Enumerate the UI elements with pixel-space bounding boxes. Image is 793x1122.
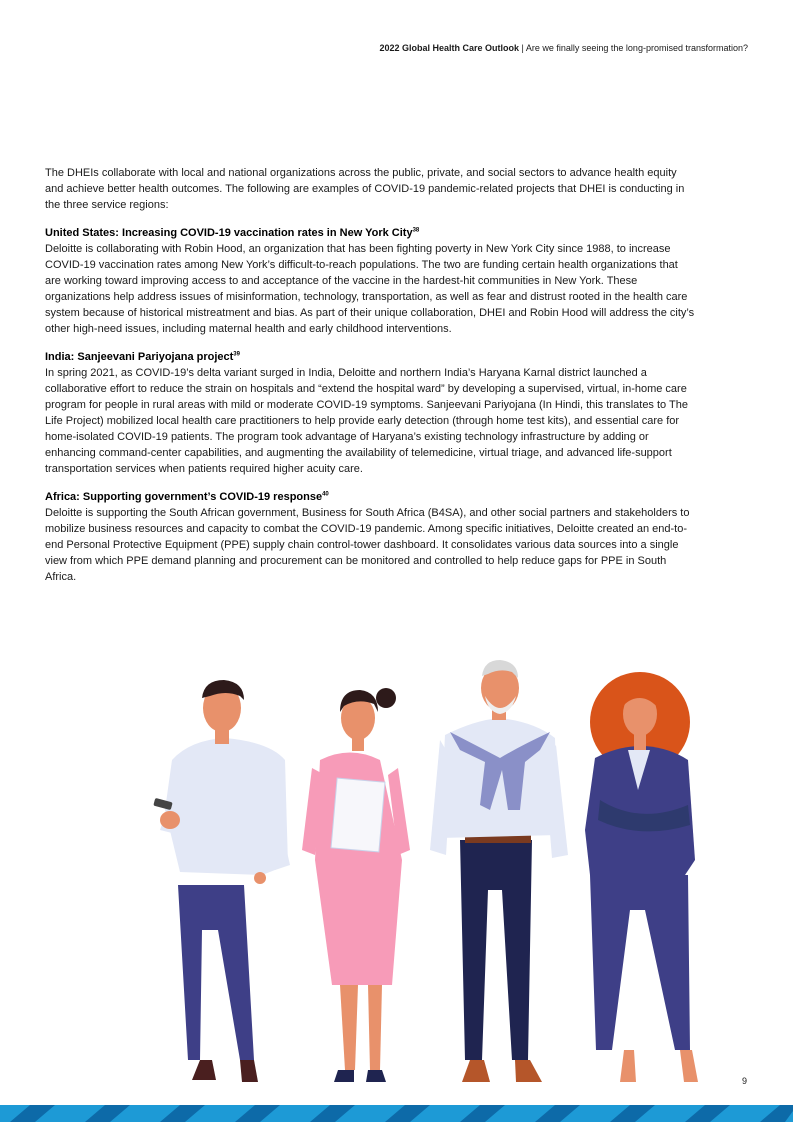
footnote-ref[interactable]: 40 <box>322 491 329 498</box>
section-body: Deloitte is supporting the South African government, Business for South Africa (B4SA), and other social partners and stakeholders to mobilize business resources and capacity to combat the COVID-19 pandemic. Among specific initiatives, Deloitte created an end-to-end Personal Protective Equipment (PPE) supply chain control-tower dashboard. It consolidates various data sources into a single view from which PPE demand planning and procurement can be monitored and controlled to help reduce gaps for PPE in South Africa. <box>45 507 690 583</box>
older-man-figure <box>430 660 568 1082</box>
article-body <box>45 165 695 597</box>
heading-text: India: Sanjeevani Pariyojana project <box>45 351 234 363</box>
man-with-phone-figure <box>153 680 290 1082</box>
section-united-states <box>45 225 695 337</box>
section-heading <box>45 489 695 505</box>
header-separator: | <box>519 43 526 53</box>
footnote-ref[interactable]: 39 <box>233 351 240 358</box>
running-header <box>379 43 748 53</box>
section-africa <box>45 489 695 585</box>
woman-in-pink-figure <box>302 688 410 1082</box>
heading-text: United States: Increasing COVID-19 vaccination rates in New York City <box>45 227 413 239</box>
footnote-ref[interactable]: 38 <box>412 227 420 234</box>
section-heading <box>45 225 695 241</box>
page-number: 9 <box>741 1076 747 1086</box>
section-body: In spring 2021, as COVID-19’s delta variant surged in India, Deloitte and northern India’s Haryana Karnal district launched a collaborative effort to reduce the strain on hospitals and “extend the hospital ward” by developing a supervised, virtual, in-home care program for people in rural areas with mild or moderate COVID-19 symptoms. Sanjeevani Pariyojana (In Hindi, this translates to The Life Project) mobilized local health care practitioners to help provide early detection (through home test kits), and essential care for home-isolated COVID-19 patients. The program took advantage of Haryana’s existing technology infrastructure by adding or enhancing command-center capabilities, and augmenting the availability of telemedicine, virtual triage, and advanced life-support transportation services when patients required higher acuity care. <box>45 367 688 475</box>
section-india <box>45 349 695 477</box>
intro-paragraph: The DHEIs collaborate with local and national organizations across the public, private, and social sectors to advance health equity and achieve better health outcomes. The following are examples of COVID-19 pandemic-related projects that DHEI is conducting in the three service regions: <box>45 167 685 211</box>
curly-haired-woman-figure <box>585 672 698 1082</box>
people-illustration <box>140 650 740 1100</box>
section-body: Deloitte is collaborating with Robin Hood, an organization that has been fighting poverty in New York City since 1988, to increase COVID-19 vaccination rates among New York’s difficult-to-reach populations. The two are funding certain health organizations that are working toward improving access to and acceptance of the vaccine in the hardest-hit communities in New York. These organizations help address issues of misinformation, technology, transportation, as well as fear and distrust rooted in the health care system because of historical mistreatment and bias. As part of their unique collaboration, DHEI and Robin Hood will address the city’s other high-need issues, including maternal health and early childhood interventions. <box>45 243 695 335</box>
report-title: 2022 Global Health Care Outlook <box>379 43 520 53</box>
report-subtitle: Are we finally seeing the long-promised transformation? <box>525 43 748 53</box>
section-heading <box>45 349 695 365</box>
heading-text: Africa: Supporting government’s COVID-19 response <box>45 491 323 503</box>
footer-stripe-band <box>0 1105 793 1122</box>
